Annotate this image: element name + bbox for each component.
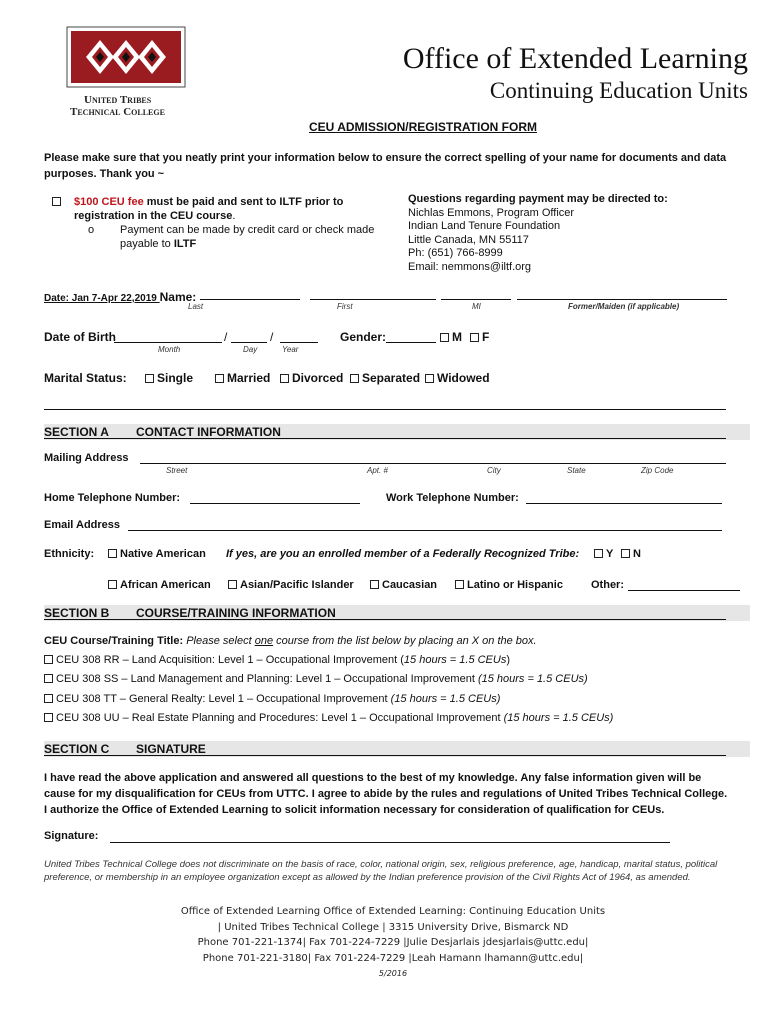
section-b-title: COURSE/TRAINING INFORMATION [136,606,336,620]
marital-widowed[interactable] [425,371,490,385]
payment-contact-line: Little Canada, MN 55117 [408,233,529,246]
checkbox-icon [425,374,434,383]
checkbox-icon [455,580,464,589]
marital-divorced-label: Divorced [292,371,344,385]
footer [0,904,770,982]
checkbox-icon [215,374,224,383]
logo [66,26,186,120]
fee-payment2-bold: ILTF [173,238,197,250]
fee-highlight: $100 CEU fee [74,196,144,208]
divider [44,409,726,410]
signature-field[interactable] [110,842,670,843]
checkbox-icon [350,374,359,383]
course-text: CEU 308 UU – Real Estate Planning and Procedures: Level 1 – Occupational Improvement [56,712,504,724]
ethnicity-other-label: Other: [591,579,624,591]
section-c-letter: SECTION C [44,742,110,756]
course-option-ss[interactable] [44,673,588,685]
dob-label: Date of Birth [44,330,116,344]
mi-caption: MI [472,302,481,311]
fee-text2-end: . [232,210,236,222]
course-text: CEU 308 SS – Land Management and Planning: Level 1 – Occupational Improvement [56,673,478,685]
fee-block [44,195,394,251]
checkbox-icon [280,374,289,383]
day-caption: Day [243,345,258,354]
intro-text: Please make sure that you neatly print your information below to ensure the correct spelling of your name for documents and data purposes. Thank you ~ [44,152,727,180]
payment-contact [408,193,668,274]
section-a-underline [44,438,726,439]
marital-widowed-label: Widowed [437,371,490,385]
course-hours: 15 hours = 1.5 CEUs [403,654,507,666]
former-caption: Former/Maiden (if applicable) [568,302,680,311]
month-caption: Month [158,345,181,354]
ethnicity-latino-label: Latino or Hispanic [467,579,563,591]
marital-single-label: Single [157,371,194,385]
former-name-field[interactable] [517,299,727,300]
checkbox-icon [108,580,117,589]
payment-contact-heading: Questions regarding payment may be directed to: [408,193,668,205]
checkbox-icon [44,713,53,722]
footer-line1: Office of Extended Learning Office of Extended Learning: Continuing Education Units [180,906,606,917]
signature-statement: I have read the above application and answered all questions to the best of my knowledge. Any false information given will be cause for my disqualification for CEUs from UTTC. I agree to abide by the rules and regulations of United Tribes Technical College. I authorize the Office of Extended Learning to solicit information necessary for consideration of qualification for CEUs. [44,772,728,816]
dob-slash: / [224,330,228,344]
ethnicity-label: Ethnicity: [44,548,95,560]
gender-f-option[interactable] [470,330,489,344]
fee-payment2: payable to [120,238,174,250]
payment-contact-line: Email: nemmons@iltf.org [408,260,532,273]
year-caption: Year [282,345,299,354]
dob-year-field[interactable] [280,342,318,343]
gender-m-label: M [452,330,462,344]
work-phone-label: Work Telephone Number: [386,492,519,504]
checkbox-icon [621,549,630,558]
ethnicity-native-label: Native American [120,548,206,560]
section-b-underline [44,619,726,620]
fee-payment1: Payment can be made by credit card or check made [120,224,375,236]
email-field[interactable] [128,530,722,531]
ethnicity-african[interactable] [108,579,211,591]
footer-line2: | United Tribes Technical College | 3315 University Drive, Bismarck ND [217,921,569,933]
course-hours: (15 hours = 1.5 CEUs) [390,693,501,705]
first-caption: First [337,302,353,311]
home-phone-label: Home Telephone Number: [44,492,181,504]
ethnicity-caucasian-label: Caucasian [382,579,438,591]
checkbox-icon [370,580,379,589]
course-end: ) [506,654,511,666]
course-option-uu[interactable] [44,712,613,724]
checkbox-icon [145,374,154,383]
dob-month-field[interactable] [114,342,222,343]
home-phone-field[interactable] [190,503,360,504]
fee-text2: registration in the CEU course [74,210,233,222]
course-label: CEU Course/Training Title: [44,635,184,647]
marital-single[interactable] [145,371,193,385]
payment-contact-line: Nichlas Emmons, Program Officer [408,206,575,219]
logo-line2: Technical College [70,106,165,118]
first-name-field[interactable] [310,299,436,300]
apt-caption: Apt. # [367,466,388,475]
fee-bullet: o [88,224,95,236]
course-instructions [44,635,537,647]
mailing-address-field[interactable] [140,463,726,464]
email-label: Email Address [44,519,121,531]
section-a-title: CONTACT INFORMATION [136,425,281,439]
disclaimer: United Tribes Technical College does not discriminate on the basis of race, color, national origin, sex, religious preference, age, handicap, marital status, political preference, or membership in an employee organization except as allowed by the Indian preference provision of the Civil Rights Act of 1964, as amended. [44,859,718,883]
marital-divorced[interactable] [280,371,343,385]
payment-contact-line: Indian Land Tenure Foundation [408,220,561,232]
marital-separated[interactable] [350,371,420,385]
marital-married[interactable] [215,371,270,385]
work-phone-field[interactable] [526,503,722,504]
footer-line4: Phone 701-221-3180| Fax 701-224-7229 |Leah Hamann lhamann@uttc.edu| [202,952,584,964]
checkbox-icon [44,655,53,664]
state-caption: State [567,466,586,475]
name-label: Name: [159,290,197,304]
mailing-label: Mailing Address [44,452,129,464]
tribe-yes-label: Y [606,548,614,560]
footer-date: 5/2016 [378,969,408,978]
last-caption: Last [188,302,204,311]
last-name-field[interactable] [200,299,300,300]
checkbox-icon [594,549,603,558]
page-title: Office of Extended Learning [402,42,748,75]
logo-graphic [66,26,186,88]
checkbox-icon [470,333,479,342]
checkbox-icon [108,549,117,558]
gender-f-label: F [482,330,490,344]
section-c-underline [44,755,726,756]
marital-separated-label: Separated [362,371,421,385]
ethnicity-latino[interactable] [455,579,563,591]
footer-line3: Phone 701-221-1374| Fax 701-224-7229 |Julie Desjarlais jdesjarlais@uttc.edu| [197,937,589,948]
date-value: Date: Jan 7-Apr 22,2019 [44,293,160,304]
course-instr-one: one [254,635,274,647]
ethnicity-caucasian[interactable] [370,579,437,591]
course-instr-pre: Please select [186,635,255,647]
logo-line1: United Tribes [84,94,152,106]
page-subtitle: Continuing Education Units [489,78,748,103]
checkbox-icon [440,333,449,342]
checkbox-icon [44,694,53,703]
form-title: CEU ADMISSION/REGISTRATION FORM [309,120,537,134]
fee-checkbox[interactable] [52,197,61,206]
ethnicity-native[interactable] [108,548,206,560]
section-c-title: SIGNATURE [136,742,206,756]
marital-label: Marital Status: [44,371,127,385]
city-caption: City [487,466,501,475]
section-a-letter: SECTION A [44,425,109,439]
course-instr-post: course from the list below by placing an X on the box. [273,635,537,647]
ethnicity-african-label: African American [120,579,211,591]
course-text: CEU 308 TT – General Realty: Level 1 – Occupational Improvement [56,693,391,705]
street-caption: Street [166,466,188,475]
mi-field[interactable] [441,299,511,300]
dob-slash: / [270,330,274,344]
course-hours: (15 hours = 1.5 CEUs) [477,673,588,685]
tribe-no-label: N [633,548,641,560]
gender-field[interactable] [386,342,436,343]
ethnicity-other-field[interactable] [628,590,740,591]
gender-m-option[interactable] [440,330,462,344]
course-option-tt[interactable] [44,693,500,705]
checkbox-icon [44,674,53,683]
course-option-rr[interactable] [44,654,510,666]
course-text: CEU 308 RR – Land Acquisition: Level 1 – Occupational Improvement ( [56,654,404,666]
gender-label: Gender: [340,330,387,344]
ethnicity-asian-label: Asian/Pacific Islander [240,579,354,591]
ethnicity-asian[interactable] [228,579,354,591]
marital-married-label: Married [227,371,271,385]
tribe-no[interactable] [621,548,641,560]
zip-caption: Zip Code [641,466,674,475]
tribe-yes[interactable] [594,548,613,560]
checkbox-icon [228,580,237,589]
date-label [44,290,196,304]
fee-text1: must be paid and sent to ILTF prior to [143,196,344,208]
payment-contact-line: Ph: (651) 766-8999 [408,247,503,259]
section-b-letter: SECTION B [44,606,110,620]
course-hours: (15 hours = 1.5 CEUs) [503,712,614,724]
tribe-question: If yes, are you an enrolled member of a Federally Recognized Tribe: [226,548,580,560]
signature-label: Signature: [44,830,99,842]
dob-day-field[interactable] [231,342,267,343]
